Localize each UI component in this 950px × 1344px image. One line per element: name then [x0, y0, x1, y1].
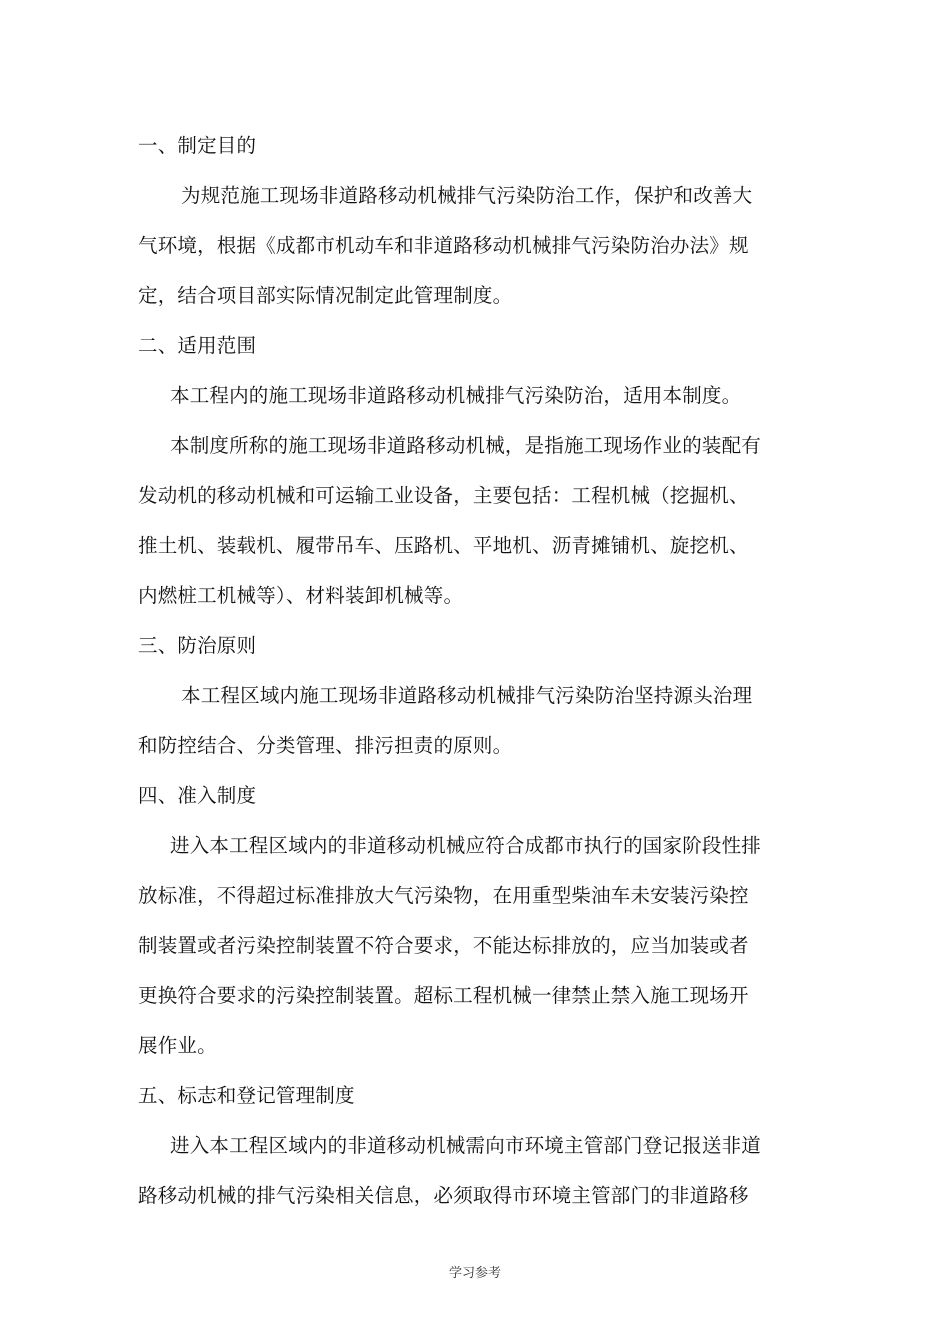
- paragraph-line: 更换符合要求的污染控制装置。超标工程机械一律禁止禁入施工现场开: [138, 984, 749, 1007]
- paragraph-line: 和防控结合、分类管理、排污担责的原则。: [138, 734, 513, 757]
- paragraph-line: 气环境，根据《成都市机动车和非道路移动机械排气污染防治办法》规: [138, 234, 749, 257]
- paragraph-line: 本制度所称的施工现场非道路移动机械，是指施工现场作业的装配有: [170, 434, 762, 457]
- paragraph-line: 展作业。: [138, 1034, 217, 1057]
- heading-registration: 五、标志和登记管理制度: [138, 1084, 355, 1107]
- heading-admission: 四、准入制度: [138, 784, 257, 807]
- paragraph-line: 定，结合项目部实际情况制定此管理制度。: [138, 284, 513, 307]
- paragraph-line: 本工程区域内施工现场非道路移动机械排气污染防治坚持源头治理: [181, 684, 753, 707]
- paragraph-line: 进入本工程区域内的非道移动机械应符合成都市执行的国家阶段性排: [170, 834, 762, 857]
- paragraph-line: 路移动机械的排气污染相关信息，必须取得市环境主管部门的非道路移: [138, 1184, 749, 1207]
- paragraph-line: 推土机、装载机、履带吊车、压路机、平地机、沥青摊铺机、旋挖机、: [138, 534, 749, 557]
- heading-scope: 二、适用范围: [138, 334, 257, 357]
- paragraph-line: 制装置或者污染控制装置不符合要求，不能达标排放的，应当加装或者: [138, 934, 749, 957]
- paragraph-line: 内燃桩工机械等）、材料装卸机械等。: [138, 584, 464, 607]
- paragraph-line: 进入本工程区域内的非道移动机械需向市环境主管部门登记报送非道: [170, 1134, 762, 1157]
- paragraph-line: 为规范施工现场非道路移动机械排气污染防治工作，保护和改善大: [181, 184, 753, 207]
- heading-principles: 三、防治原则: [138, 634, 257, 657]
- paragraph-line: 放标准，不得超过标准排放大气污染物，在用重型柴油车未安装污染控: [138, 884, 749, 907]
- heading-purpose: 一、制定目的: [138, 134, 257, 157]
- paragraph-line: 本工程内的施工现场非道路移动机械排气污染防治，适用本制度。: [170, 384, 742, 407]
- paragraph-line: 发动机的移动机械和可运输工业设备，主要包括：工程机械（挖掘机、: [138, 484, 749, 507]
- page-footer: 学习参考: [448, 1266, 501, 1281]
